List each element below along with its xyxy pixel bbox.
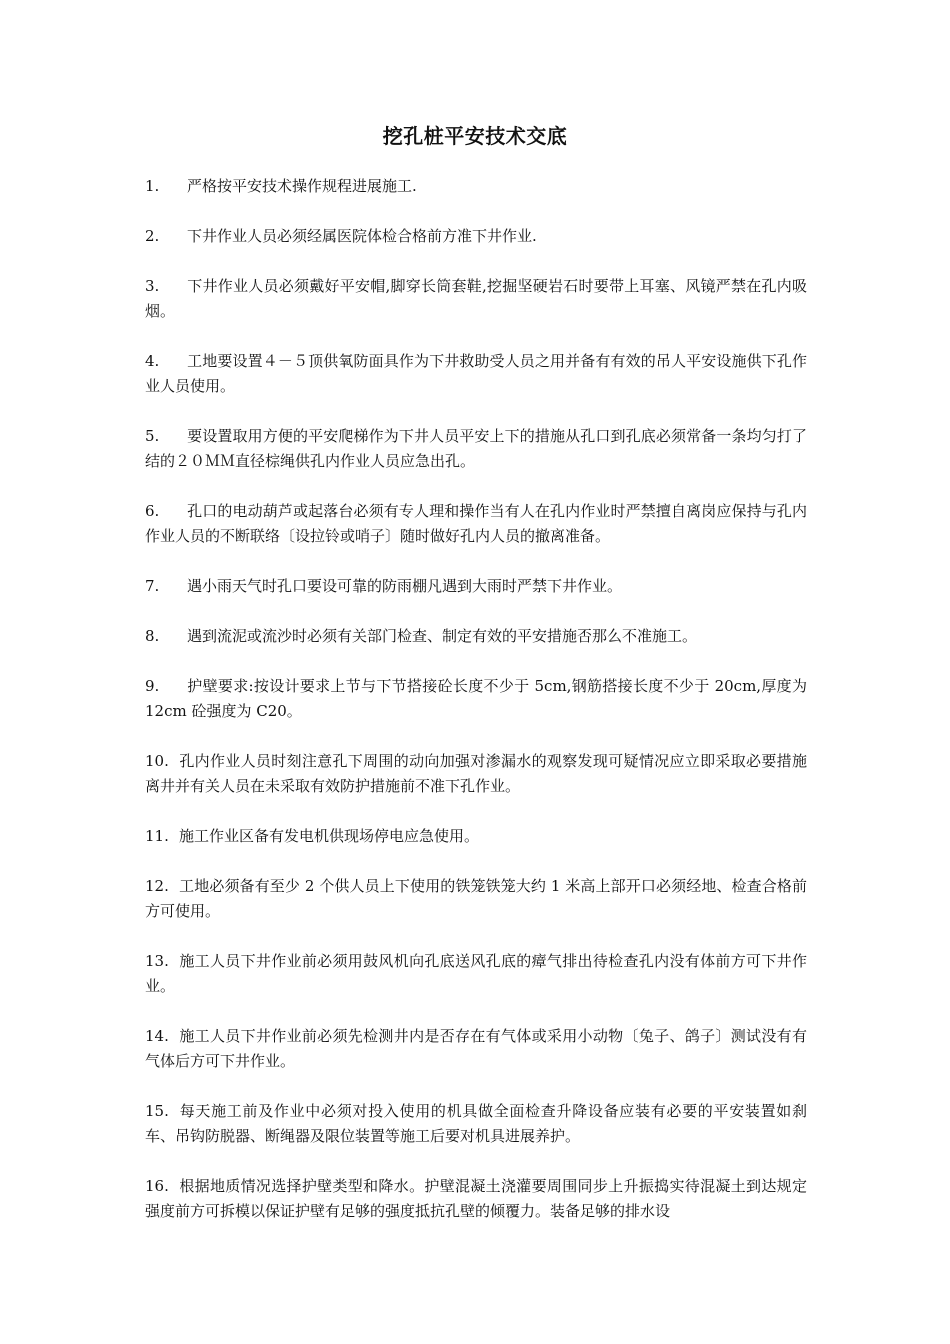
list-item [145,624,807,649]
list-item [145,1024,807,1074]
item-number: 4. [145,352,160,370]
item-text: 下井作业人员必须经属医院体检合格前方准下井作业. [187,227,537,245]
item-number: 2. [145,227,160,245]
list-item [145,824,807,849]
item-text: 工地要设置４－５顶供氧防面具作为下井救助受人员之用并备有有效的吊人平安设施供下孔作业人员使用。 [145,352,807,395]
list-item [145,349,807,399]
item-text: 孔口的电动葫芦或起落台必须有专人理和操作当有人在孔内作业时严禁擅自离岗应保持与孔内作业人员的不断联络〔设拉铃或哨子〕随时做好孔内人员的撤离准备。 [145,502,807,545]
item-text: 孔内作业人员时刻注意孔下周围的动向加强对渗漏水的观察发现可疑情况应立即采取必要措施离井并有关人员在未采取有效防护措施前不准下孔作业。 [145,752,807,795]
item-text: 下井作业人员必须戴好平安帽,脚穿长筒套鞋,挖掘坚硬岩石时要带上耳塞、风镜严禁在孔内吸烟。 [145,277,807,320]
item-number: 16. [145,1177,169,1195]
item-number: 14. [145,1027,169,1045]
item-number: 1. [145,177,160,195]
list-item [145,1174,807,1224]
list-item [145,424,807,474]
item-text: 遇小雨天气时孔口要设可靠的防雨棚凡遇到大雨时严禁下井作业。 [187,577,623,595]
item-text: 施工人员下井作业前必须用鼓风机向孔底送风孔底的瘴气排出待检查孔内没有体前方可下井作业。 [145,952,807,995]
item-number: 3. [145,277,160,295]
item-number: 9. [145,677,160,695]
item-number: 10. [145,752,169,770]
item-text: 施工人员下井作业前必须先检测井内是否存在有气体或采用小动物〔兔子、鸽子〕测试没有有气体后方可下井作业。 [145,1027,807,1070]
item-text: 施工作业区备有发电机供现场停电应急使用。 [179,827,480,845]
safety-items-list [145,174,807,1249]
list-item [145,174,807,199]
item-text: 要设置取用方便的平安爬梯作为下井人员平安上下的措施从孔口到孔底必须常备一条均匀打了结的２０ＭＭ直径棕绳供孔内作业人员应急出孔。 [145,427,807,470]
list-item [145,574,807,599]
list-item [145,499,807,549]
item-number: 15. [145,1102,169,1120]
item-text: 工地必须备有至少 2 个供人员上下使用的铁笼铁笼大约 1 米高上部开口必须经地、检查合格前方可使用。 [145,877,807,920]
list-item [145,874,807,924]
document-title: 挖孔桩平安技术交底 [382,124,568,148]
item-text: 护壁要求:按设计要求上节与下节搭接砼长度不少于 5cm,钢筋搭接长度不少于 20cm,厚度为 12cm 砼强度为 C20。 [145,677,807,720]
list-item [145,949,807,999]
item-text: 严格按平安技术操作规程进展施工. [187,177,417,195]
item-number: 7. [145,577,160,595]
item-number: 13. [145,952,169,970]
item-number: 12. [145,877,169,895]
item-number: 6. [145,502,160,520]
item-text: 根据地质情况选择护壁类型和降水。护壁混凝土浇灌要周围同步上升振捣实待混凝土到达规定强度前方可拆模以保证护壁有足够的强度抵抗孔壁的倾覆力。装备足够的排水设 [145,1177,807,1220]
item-number: 8. [145,627,160,645]
list-item [145,274,807,324]
list-item [145,224,807,249]
list-item [145,674,807,724]
item-text: 遇到流泥或流沙时必须有关部门检查、制定有效的平安措施否那么不准施工。 [187,627,698,645]
item-text: 每天施工前及作业中必须对投入使用的机具做全面检查升降设备应装有必要的平安装置如刹车、吊钩防脱器、断绳器及限位装置等施工后要对机具进展养护。 [145,1102,807,1145]
list-item [145,1099,807,1149]
item-number: 5. [145,427,160,445]
list-item [145,749,807,799]
item-number: 11. [145,827,169,845]
